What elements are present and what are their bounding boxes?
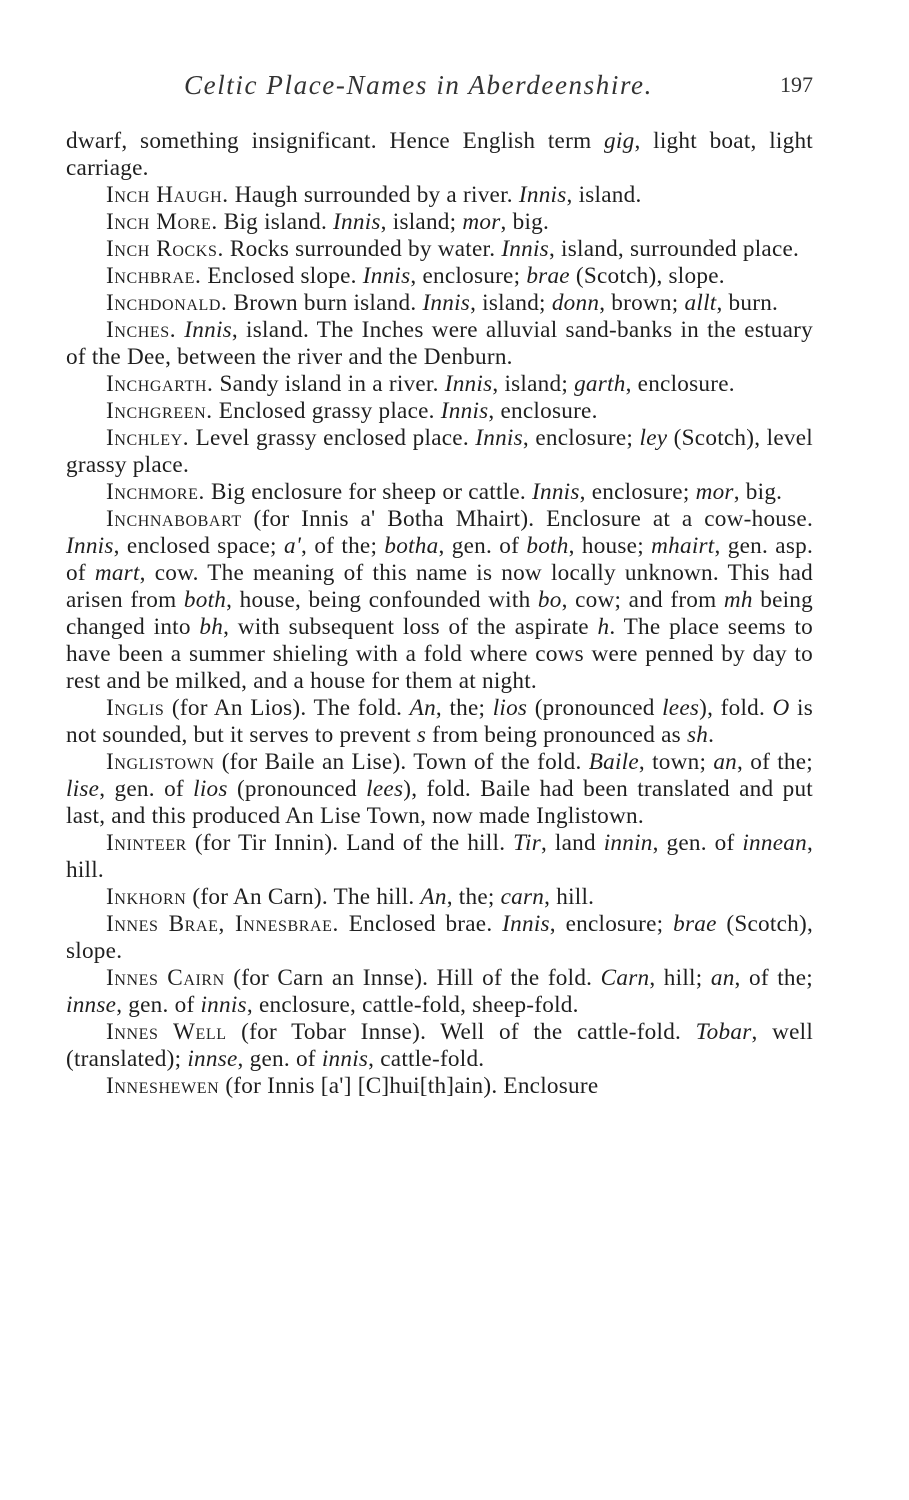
entry-text: Innis, island. The Inches were alluvial sand-banks in the estuary of the Dee, between the river and the Denburn. — [66, 317, 813, 370]
entry-inchbrae — [66, 263, 813, 290]
entry-ininteer — [66, 830, 813, 884]
entry-inch-more — [66, 209, 813, 236]
entry-text: Rocks surrounded by water. Innis, island, surrounded place. — [223, 236, 800, 262]
entry-headword: Inchbrae. — [106, 263, 202, 289]
entry-inneshewen — [66, 1073, 813, 1100]
entry-headword: Inch Rocks. — [106, 236, 224, 262]
entry-inchgarth — [66, 371, 813, 398]
entry-headword: Inchdonald. — [106, 290, 228, 316]
entry-headword: Inch Haugh. — [106, 182, 229, 208]
entry-headword: Innes Well — [106, 1019, 227, 1045]
entry-headword: Inchgarth. — [106, 371, 214, 397]
entry-text: (for Tobar Innse). Well of the cattle-fold. Tobar, well (translated); innse, gen. of innis, cattle-fold. — [66, 1019, 814, 1072]
entry-inchley — [66, 425, 813, 479]
entry-text: Big island. Innis, island; mor, big. — [217, 209, 550, 235]
entry-headword: Inchley. — [106, 425, 190, 451]
entry-text: Enclosed slope. Innis, enclosure; brae (Scotch), slope. — [201, 263, 725, 289]
entry-inkhorn — [66, 884, 813, 911]
entry-text: (for An Carn). The hill. An, the; carn, hill. — [186, 884, 595, 910]
entry-headword: Inch More. — [106, 209, 218, 235]
entry-headword: Inchnabobart — [106, 506, 242, 532]
entry-inch-haugh — [66, 182, 813, 209]
entry-text: (for Innis a' Botha Mhairt). Enclosure at a cow-house. Innis, enclosed space; a', of the; botha, gen. of both, house; mhairt, gen. asp. of mart, cow. The meaning of this name is now locally unknown. This had arisen from both, house, being confounded with bo, cow; and from mh being changed into bh, with subsequent loss of the aspirate h. The place seems to have been a summer shieling with a fold where cows were penned by day to rest and be milked, and a house for them at night. — [66, 506, 814, 694]
entry-headword: Inchmore. — [106, 479, 205, 505]
entry-headword: Inkhorn — [106, 884, 187, 910]
entry-text: (for An Lios). The fold. An, the; lios (pronounced lees), fold. O is not sounded, but it serves to prevent s from being pronounced as sh. — [66, 695, 813, 748]
entry-text: (for Innis [a'] [C]hui[th]ain). Enclosure — [219, 1073, 599, 1099]
entry-headword: Ininteer — [106, 830, 187, 856]
entry-headword: Inglis — [106, 695, 165, 721]
entry-inchdonald — [66, 290, 813, 317]
entry-text: Big enclosure for sheep or cattle. Innis, enclosure; mor, big. — [204, 479, 783, 505]
entry-inchmore — [66, 479, 813, 506]
entry-headword: Inneshewen — [106, 1073, 220, 1099]
entry-headword: Inchgreen. — [106, 398, 213, 424]
entry-text: (for Tir Innin). Land of the hill. Tir, land innin, gen. of innean, hill. — [66, 830, 814, 883]
entry-inch-rocks — [66, 236, 813, 263]
running-title: Celtic Place-Names in Aberdeenshire. — [184, 70, 653, 100]
entry-text: Brown burn island. Innis, island; donn, brown; allt, burn. — [227, 290, 779, 316]
entry-text: (for Carn an Innse). Hill of the fold. Carn, hill; an, of the; innse, gen. of innis, enclosure, cattle-fold, sheep-fold. — [66, 965, 813, 1018]
entry-headword: Innes Brae, Innesbrae. — [106, 911, 339, 937]
page-number: 197 — [780, 72, 813, 97]
entry-text: dwarf, something insignificant. Hence English term gig, light boat, light carriage. — [66, 128, 813, 181]
entry-text: Enclosed grassy place. Innis, enclosure. — [212, 398, 598, 424]
entry-innes-brae — [66, 911, 813, 965]
entry-innes-cairn — [66, 965, 813, 1019]
entry-inglistown — [66, 749, 813, 830]
entry-inches — [66, 317, 813, 371]
body-text — [66, 128, 813, 1100]
entry-headword: Innes Cairn — [106, 965, 225, 991]
entry-text: Level grassy enclosed place. Innis, enclosure; ley (Scotch), level grassy place. — [66, 425, 813, 478]
entry-text: Sandy island in a river. Innis, island; garth, enclosure. — [213, 371, 735, 397]
entry-text: Enclosed brae. Innis, enclosure; brae (Scotch), slope. — [66, 911, 813, 964]
entry-text: (for Baile an Lise). Town of the fold. Baile, town; an, of the; lise, gen. of lios (pronounced lees), fold. Baile had been translated and put last, and this produced An Lise Town, now made Inglistown. — [66, 749, 813, 829]
entry-headword: Inglistown — [106, 749, 215, 775]
entry-inglis — [66, 695, 813, 749]
entry-cont — [66, 128, 813, 182]
entry-inchgreen — [66, 398, 813, 425]
running-header — [66, 70, 813, 110]
entry-text: Haugh surrounded by a river. Innis, island. — [228, 182, 642, 208]
entry-headword: Inches. — [106, 317, 177, 343]
entry-inchnabobart — [66, 506, 813, 695]
entry-innes-well — [66, 1019, 813, 1073]
